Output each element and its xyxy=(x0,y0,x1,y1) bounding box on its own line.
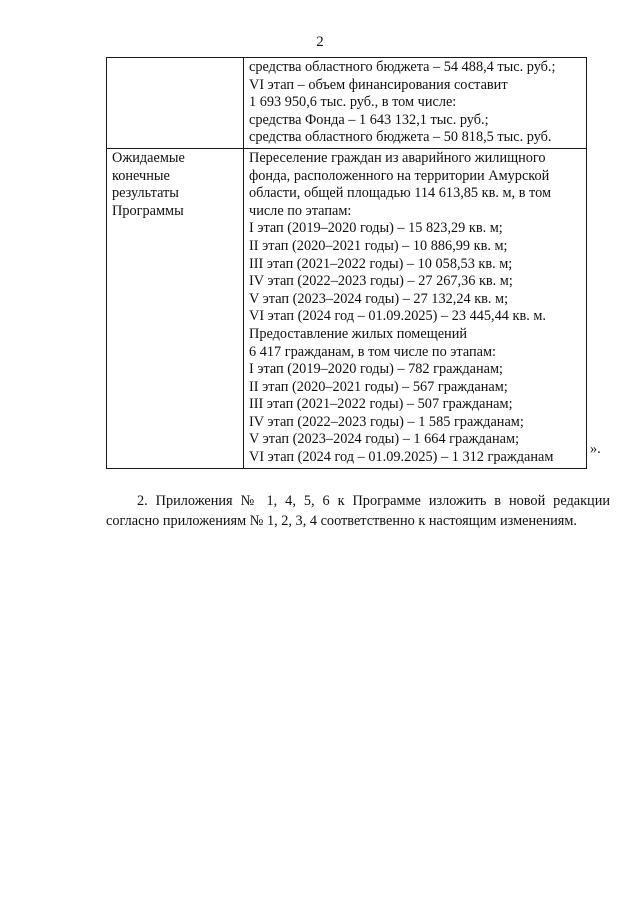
table-row xyxy=(107,58,587,149)
results-line: III этап (2021–2022 годы) – 507 гражданам; xyxy=(249,396,513,413)
financing-line: средства областного бюджета – 50 818,5 тыс. руб. xyxy=(249,129,552,146)
amendment-paragraph: 2. Приложения № 1, 4, 5, 6 к Программе изложить в новой редакции согласно приложениям № 1, 2, 3, 4 соответственно к настоящим изменениям. xyxy=(106,493,610,530)
results-line: фонда, расположенного на территории Амурской xyxy=(249,167,550,184)
results-label-line: конечные xyxy=(112,167,170,184)
page-number: 2 xyxy=(316,34,324,50)
financing-cell xyxy=(244,58,587,149)
financing-line: VI этап – объем финансирования составит xyxy=(249,76,508,93)
program-passport-table xyxy=(106,57,587,469)
closing-quote-mark: ». xyxy=(590,441,601,457)
table-row xyxy=(107,148,587,468)
results-line: числе по этапам: xyxy=(249,202,352,219)
results-line: I этап (2019–2020 годы) – 15 823,29 кв. м; xyxy=(249,220,503,237)
results-line: VI этап (2024 год – 01.09.2025) – 1 312 гражданам xyxy=(249,449,554,466)
results-line: Переселение граждан из аварийного жилищного xyxy=(249,149,546,166)
results-line: Предоставление жилых помещений xyxy=(249,325,468,342)
results-line: V этап (2023–2024 годы) – 1 664 гражданам; xyxy=(249,431,520,448)
results-line: 6 417 гражданам, в том числе по этапам: xyxy=(249,343,497,360)
results-line: II этап (2020–2021 годы) – 567 гражданам; xyxy=(249,378,508,395)
financing-line: 1 693 950,6 тыс. руб., в том числе: xyxy=(249,94,457,111)
results-line: I этап (2019–2020 годы) – 782 гражданам; xyxy=(249,361,504,378)
results-line: VI этап (2024 год – 01.09.2025) – 23 445,44 кв. м. xyxy=(249,308,546,325)
results-label-line: Ожидаемые xyxy=(112,149,185,166)
financing-line: средства Фонда – 1 643 132,1 тыс. руб.; xyxy=(249,111,489,128)
results-line: IV этап (2022–2023 годы) – 1 585 гражданам; xyxy=(249,413,524,430)
financing-line: средства областного бюджета – 54 488,4 тыс. руб.; xyxy=(249,59,556,75)
results-line: IV этап (2022–2023 годы) – 27 267,36 кв. м; xyxy=(249,273,513,290)
table-cell-empty xyxy=(107,58,244,149)
results-label-cell xyxy=(107,148,244,468)
results-content-cell xyxy=(244,148,587,468)
results-line: III этап (2021–2022 годы) – 10 058,53 кв. м; xyxy=(249,255,513,272)
results-label-line: Программы xyxy=(112,202,184,219)
results-line: II этап (2020–2021 годы) – 10 886,99 кв. м; xyxy=(249,237,508,254)
results-line: V этап (2023–2024 годы) – 27 132,24 кв. м; xyxy=(249,290,509,307)
results-line: области, общей площадью 114 613,85 кв. м, в том xyxy=(249,185,552,202)
results-label-line: результаты xyxy=(112,185,179,202)
